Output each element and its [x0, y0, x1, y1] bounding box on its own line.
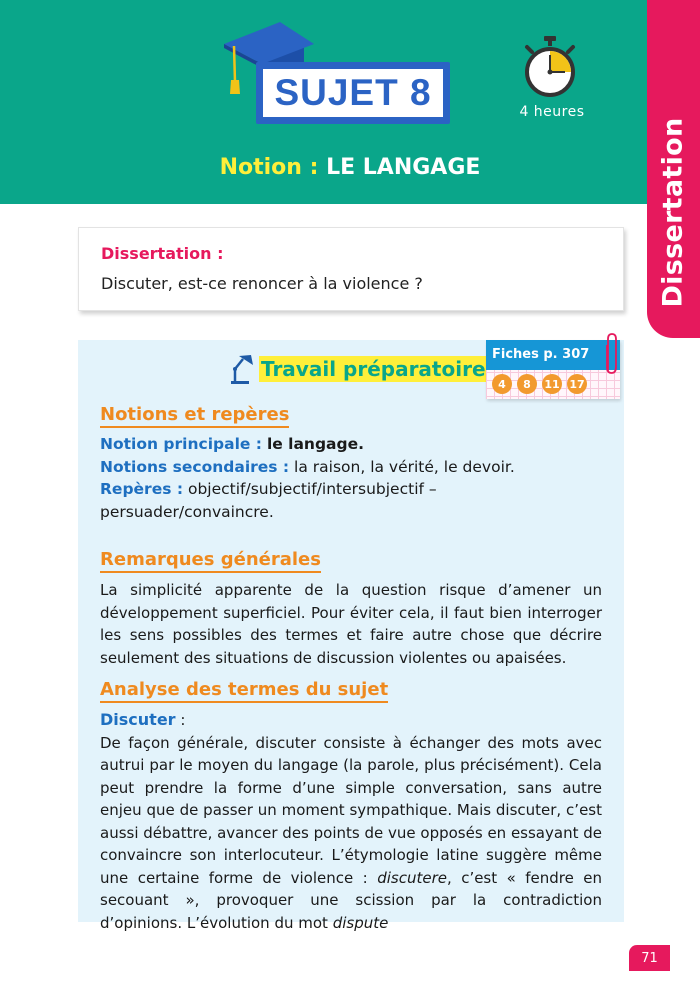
fiche-number[interactable]: 11	[542, 374, 562, 394]
dissertation-question: Discuter, est-ce renoncer à la violence ?	[101, 274, 423, 293]
fiche-number[interactable]: 4	[492, 374, 512, 394]
remarques-text: La simplicité apparente de la question risque d’amener un développement superficiel. Pour éviter cela, il faut bien interroger les sens possibles des termes et faire autre chose que décrire seulement des situations de discussion violentes ou apaisées.	[100, 581, 602, 667]
side-tab-label: Dissertation	[658, 116, 690, 308]
notion-principale-label: Notion principale :	[100, 435, 262, 453]
analyse-text-part: De façon générale, discuter consiste à échanger des mots avec autrui par le moyen du langage (la parole, plus précisément). Cela peut prendre la forme d’une simple conversation, sans autre enjeu que de passer un moment sympathique. Mais discuter, c’est aussi débattre, avancer des points de vue opposés en essayant de convaincre son interlocuteur. L’étymologie latine suggère même une certaine forme de violence :	[100, 733, 602, 887]
sujet-label: SUJET 8	[274, 72, 432, 113]
notions-secondaires-label: Notions secondaires :	[100, 457, 290, 476]
term-heading	[100, 709, 602, 732]
paperclip-icon	[603, 331, 621, 377]
fiches-reference[interactable]	[486, 340, 620, 399]
notions-secondaires	[100, 456, 602, 479]
notion-principale	[100, 433, 602, 456]
dissertation-card	[78, 227, 624, 311]
desk-lamp-icon	[229, 353, 255, 385]
reperes	[100, 478, 602, 523]
page-number: 71	[629, 945, 670, 971]
fiches-label: Fiches p. 307	[486, 340, 620, 370]
notions-section	[100, 433, 602, 523]
preparatory-work-title: Travail préparatoire	[259, 356, 490, 382]
fiche-number[interactable]: 8	[517, 374, 537, 394]
notion-value: LE LANGAGE	[326, 155, 481, 180]
term-label: Discuter	[100, 710, 176, 729]
fiche-number[interactable]: 17	[567, 374, 587, 394]
preparatory-work-heading	[229, 353, 490, 385]
analyse-text-part: , c’est « fendre en secouant », provoquer une scission par la contradiction d’opinions. L’évolution du mot	[100, 868, 603, 932]
notions-secondaires-value: la raison, la vérité, le devoir.	[294, 457, 515, 476]
stopwatch-icon	[520, 36, 580, 98]
remarques-heading: Remarques générales	[100, 549, 321, 573]
notion-line	[0, 155, 700, 180]
main-content	[100, 400, 602, 934]
analyse-text-italic: discutere	[377, 868, 447, 887]
sujet-box	[256, 62, 450, 124]
fiches-numbers	[486, 370, 620, 394]
notions-heading: Notions et repères	[100, 404, 289, 428]
analyse-heading: Analyse des termes du sujet	[100, 679, 388, 703]
analyse-text	[100, 732, 602, 935]
notion-principale-value: le langage.	[266, 435, 365, 453]
reperes-label: Repères :	[100, 480, 184, 498]
dissertation-title: Dissertation :	[101, 244, 224, 263]
duration-label: 4 heures	[519, 104, 585, 120]
analyse-text-italic: dispute	[332, 913, 389, 932]
term-colon: :	[175, 711, 186, 729]
reperes-value: objectif/subjectif/intersubjectif – persuader/convaincre.	[100, 480, 437, 521]
notion-label: Notion :	[219, 155, 319, 180]
